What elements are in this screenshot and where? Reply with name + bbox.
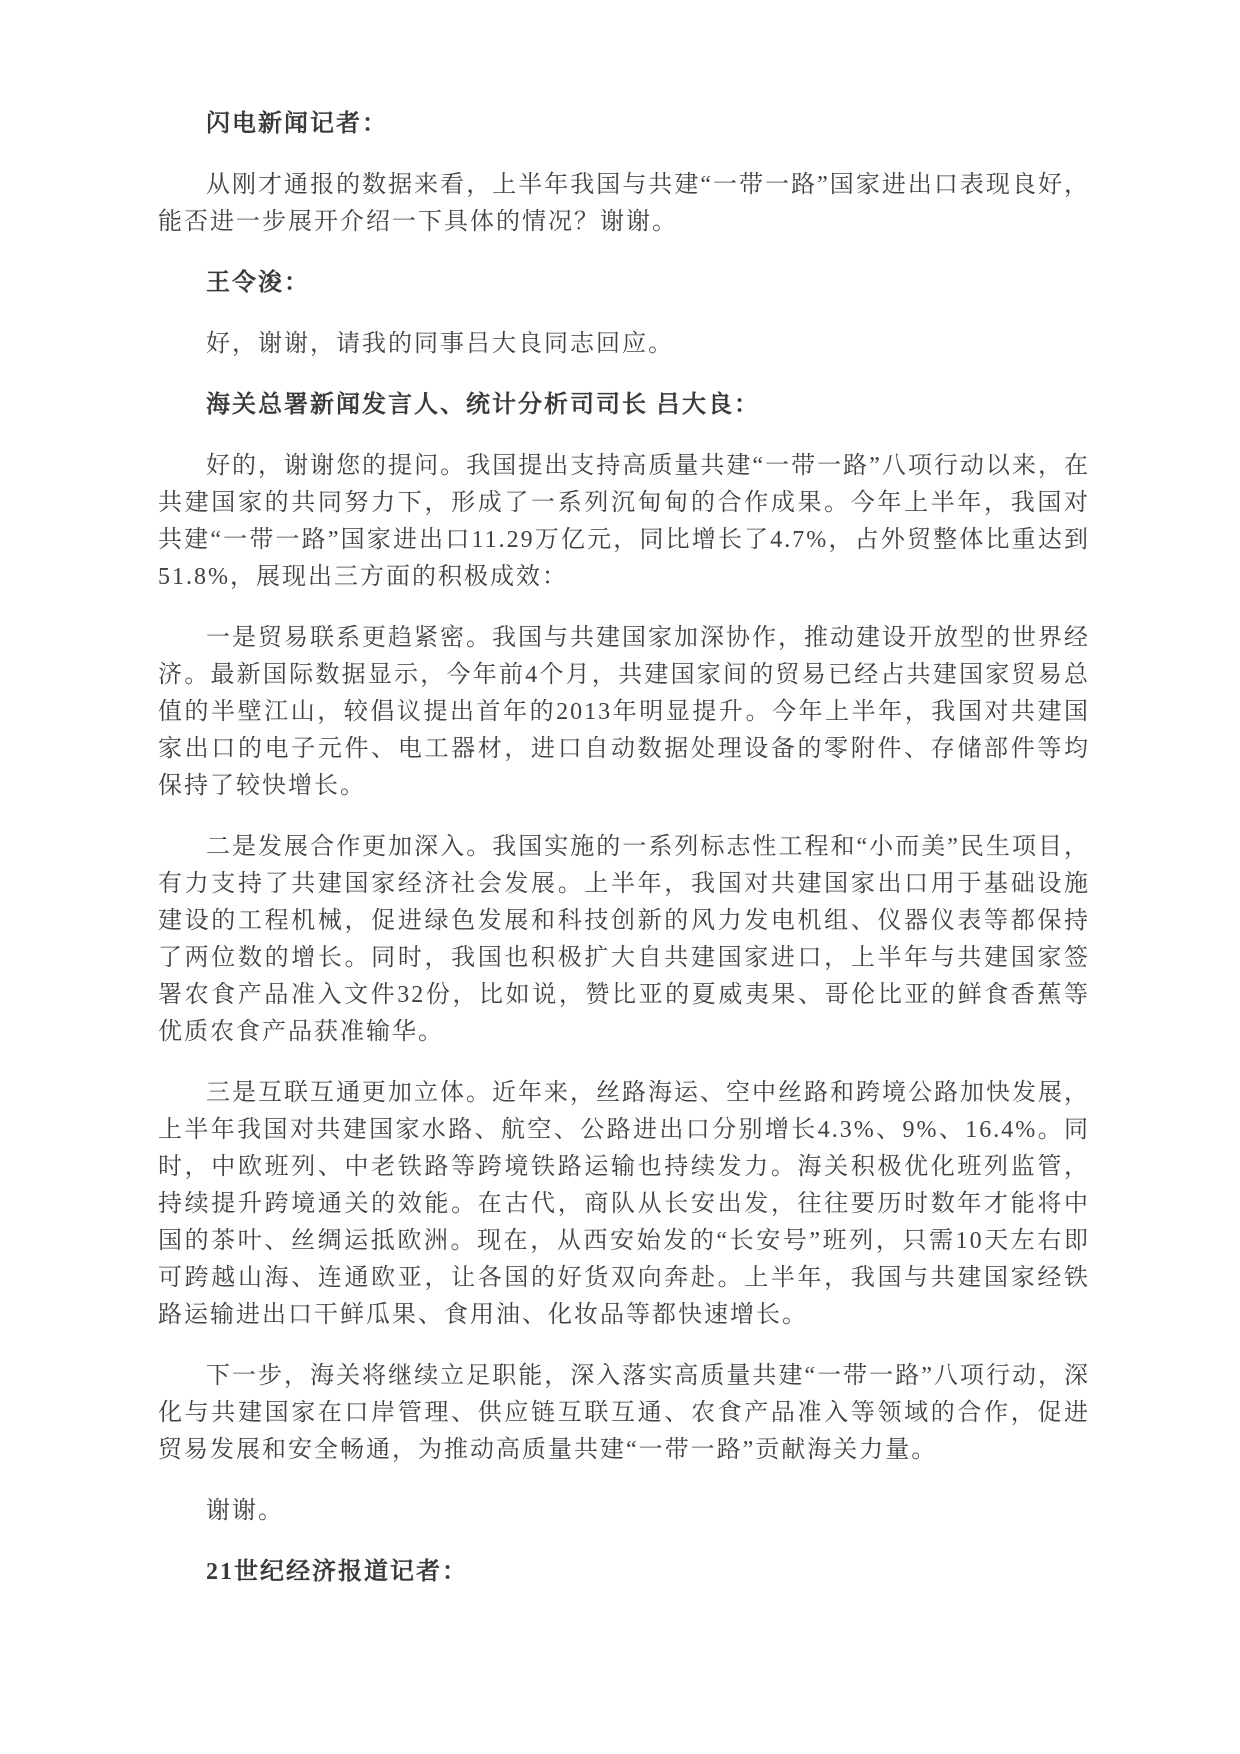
body-paragraph: 好的，谢谢您的提问。我国提出支持高质量共建“一带一路”八项行动以来，在共建国家的共同努力下，形成了一系列沉甸甸的合作成果。今年上半年，我国对共建“一带一路”国家进出口11.29万亿元，同比增长了4.7%，占外贸整体比重达到51.8%，展现出三方面的积极成效： (158, 453, 1090, 590)
speaker-name: 海关总署新闻发言人、统计分析司司长 吕大良： (206, 392, 760, 418)
speaker-name: 21世纪经济报道记者： (206, 1559, 468, 1585)
body-paragraph: 二是发展合作更加深入。我国实施的一系列标志性工程和“小而美”民生项目，有力支持了共建国家经济社会发展。上半年，我国对共建国家出口用于基础设施建设的工程机械，促进绿色发展和科技创新的风力发电机组、仪器仪表等都保持了两位数的增长。同时，我国也积极扩大自共建国家进口，上半年与共建国家签署农食产品准入文件32份，比如说，赞比亚的夏威夷果、哥伦比亚的鲜食香蕉等优质农食产品获准输华。 (158, 834, 1090, 1045)
body-paragraph: 三是互联互通更加立体。近年来，丝路海运、空中丝路和跨境公路加快发展，上半年我国对共建国家水路、航空、公路进出口分别增长4.3%、9%、16.4%。同时，中欧班列、中老铁路等跨境铁路运输也持续发力。海关积极优化班列监管，持续提升跨境通关的效能。在古代，商队从长安出发，往往要历时数年才能将中国的茶叶、丝绸运抵欧洲。现在，从西安始发的“长安号”班列，只需10天左右即可跨越山海、连通欧亚，让各国的好货双向奔赴。上半年，我国与共建国家经铁路运输进出口干鲜瓜果、食用油、化妆品等都快速增长。 (158, 1080, 1090, 1328)
speaker-name: 闪电新闻记者： (206, 111, 388, 137)
body-paragraph: 好，谢谢，请我的同事吕大良同志回应。 (206, 331, 674, 357)
body-paragraph: 从刚才通报的数据来看，上半年我国与共建“一带一路”国家进出口表现良好，能否进一步展开介绍一下具体的情况？谢谢。 (158, 172, 1090, 235)
speaker-name: 王令浚： (206, 270, 310, 296)
body-paragraph: 下一步，海关将继续立足职能，深入落实高质量共建“一带一路”八项行动，深化与共建国家在口岸管理、供应链互联互通、农食产品准入等领域的合作，促进贸易发展和安全畅通，为推动高质量共建“一带一路”贡献海关力量。 (158, 1363, 1090, 1463)
body-paragraph: 一是贸易联系更趋紧密。我国与共建国家加深协作，推动建设开放型的世界经济。最新国际数据显示，今年前4个月，共建国家间的贸易已经占共建国家贸易总值的半壁江山，较倡议提出首年的2013年明显提升。今年上半年，我国对共建国家出口的电子元件、电工器材，进口自动数据处理设备的零附件、存储部件等均保持了较快增长。 (158, 625, 1090, 799)
body-paragraph: 谢谢。 (206, 1498, 284, 1524)
